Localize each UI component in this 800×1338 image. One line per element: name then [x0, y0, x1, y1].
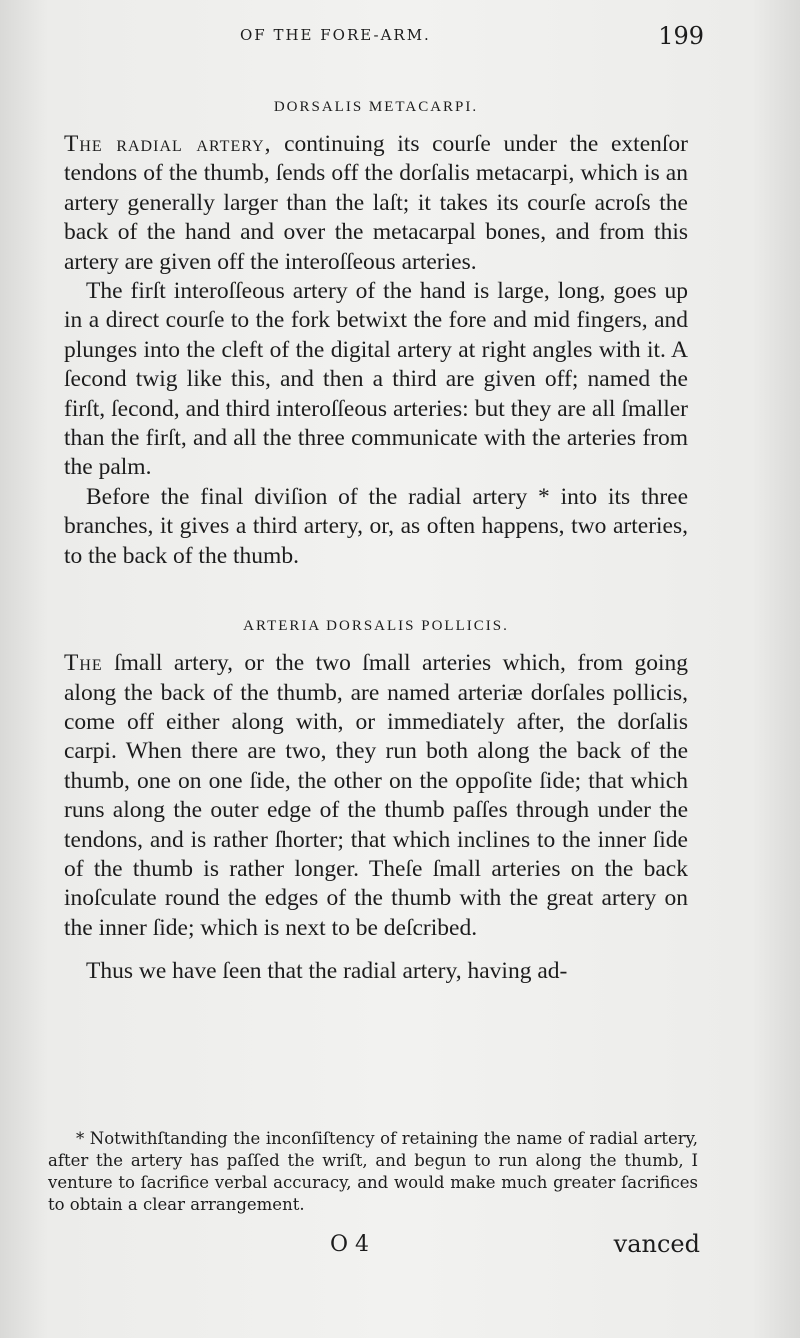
section-heading: DORSALIS METACARPI.	[273, 99, 479, 115]
paragraph-text: The firſt interoſſeous artery of the hand is large, long, goes up in a direct courſe to the fork betwixt the fore and mid fingers, and plunges into the cleft of the digital artery at right angles with it. A ſecond twig like this, and then a third are given off; named the firſt, ſecond, and third interoſſeous arteries: but they are all ſmaller than the firſt, and all the three communicate with the arteries from the palm.	[64, 278, 688, 481]
page-number: 199	[658, 22, 704, 50]
section-arteria-dorsalis-pollicis	[64, 615, 688, 986]
paragraph-text: Thus we have ſeen that the radial artery, having ad-	[86, 958, 568, 985]
paragraph-text: continuing its courſe under the extenſor tendons of the thumb, ſends off the dorſalis metacarpi, which is an artery generally larger than the laſt; it takes its courſe acroſs the back of the hand and over the metacarpal bones, and from this artery are given off the interoſſeous arteries.	[64, 131, 688, 275]
paragraph-text: Before the final diviſion of the radial artery * into its three branches, it gives a third artery, or, as often happens, two arteries, to the back of the thumb.	[64, 483, 688, 569]
signature-mark: O 4	[330, 1232, 370, 1257]
paragraph-lead: The	[64, 650, 103, 677]
catchword: vanced	[613, 1230, 700, 1258]
running-head	[60, 22, 704, 52]
paragraph	[64, 957, 688, 986]
running-head-title: OF THE FORE-ARM.	[240, 26, 431, 44]
section-dorsalis-metacarpi	[64, 96, 688, 571]
paragraph-text: ſmall artery, or the two ſmall arteries which, from going along the back of the thumb, are named arteriæ dorſales pollicis, come off either along with, or immediately after, the dorſalis carpi. When there are two, they run both along the back of the thumb, one on one ſide, the other on the oppoſite ſide; that which runs along the outer edge of the thumb paſſes through under the tendons, and is rather ſhorter; that which inclines to the inner ſide of the thumb is rather longer. Theſe ſmall arteries on the back inoſculate round the edges of the thumb with the great artery on the inner ſide; which is next to be deſcribed.	[64, 650, 688, 941]
page-body	[64, 96, 688, 987]
footnote-text: * Notwithſtanding the inconſiſtency of retaining the name of radial artery, after the artery has paſſed the wriſt, and begun to run along the thumb, I venture to ſacrifice verbal accuracy, and would make much greater ſacrifices to obtain a clear arrangement.	[48, 1129, 698, 1214]
paragraph	[64, 649, 688, 943]
paragraph	[64, 483, 688, 571]
footnote	[48, 1128, 698, 1216]
paragraph	[64, 130, 688, 277]
paragraph	[64, 277, 688, 483]
paragraph-lead: The radial artery,	[64, 131, 272, 157]
section-heading: ARTERIA DORSALIS POLLICIS.	[243, 618, 509, 635]
